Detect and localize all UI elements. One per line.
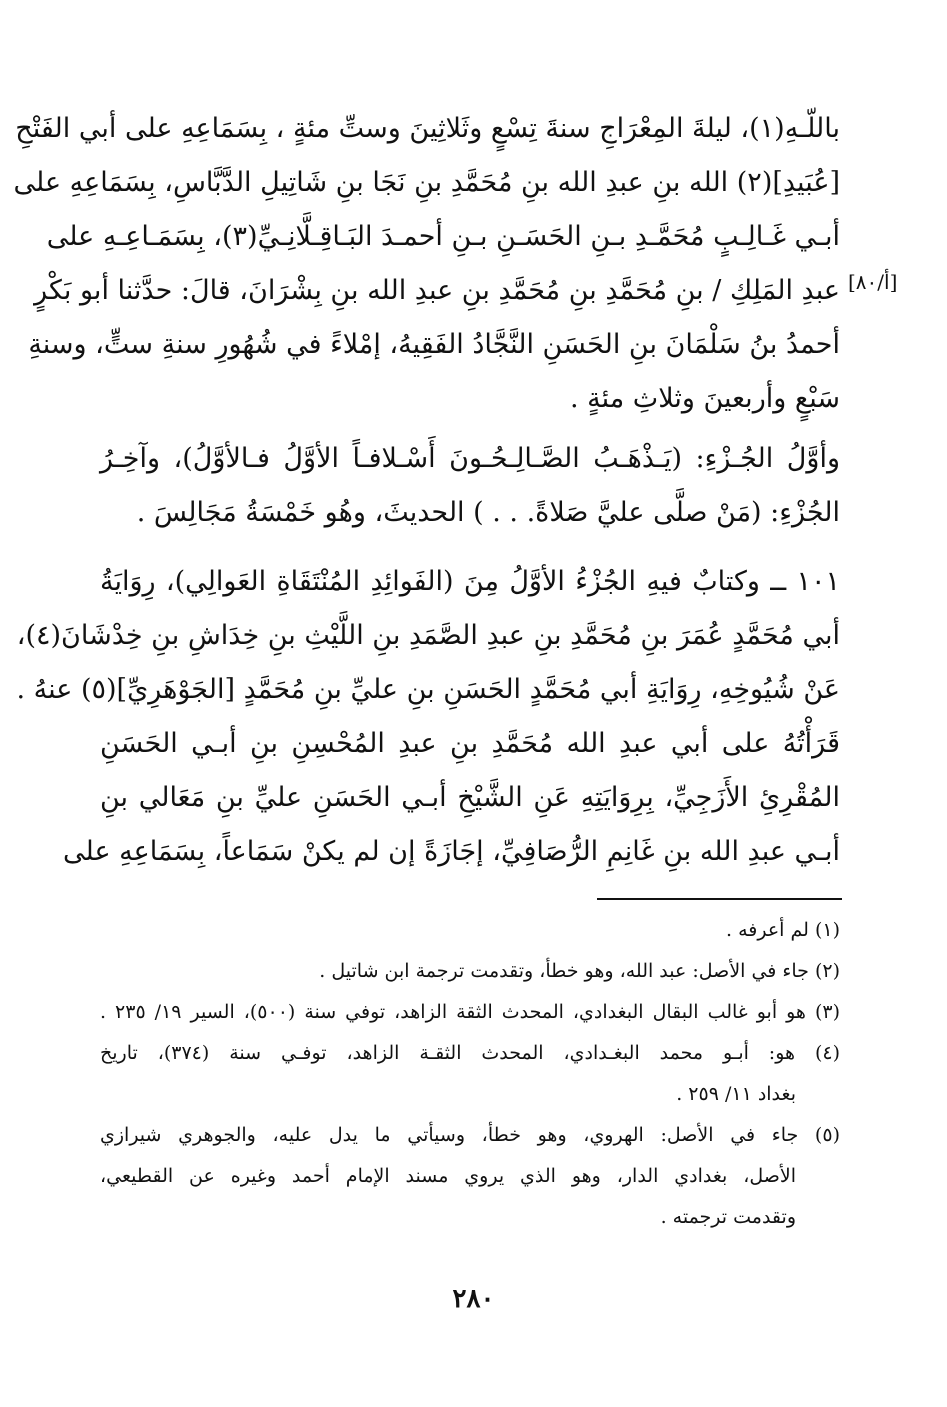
text-line: عبدِ المَلِكِ / بنِ مُحَمَّدِ بنِ مُحَمَّدِ بنِ عبدِ الله بنِ بِشْرَانَ، قالَ: حدَّثنا أبو بَكْرٍ	[34, 275, 840, 306]
footnote-1: (١) لم أعرفه .	[725, 919, 840, 941]
manuscript-folio-note: [۸۰/أ]	[848, 270, 898, 294]
text-line: ١٠١ ــ وكتابٌ فيهِ الجُزْءُ الأوَّلُ مِنَ (الفَوائِدِ المُنْتَقَاةِ العَوالِي)، رِوَايَةُ	[100, 566, 840, 597]
footnote-4-cont: بغداد ١١/ ٢٥٩ .	[676, 1083, 796, 1105]
footnote-4: (٤) هو: أبـو محمد البغـدادي، المحدث الثقـة الزاهد، توفـي سنة (٣٧٤)، تاريخ	[100, 1042, 840, 1064]
paragraph-4	[63, 717, 840, 879]
footnote-3: (٣) هو أبو غالب البقال البغدادي، المحدث الثقة الزاهد، توفي سنة (٥٠٠)، السير ١٩/ ٢٣٥ .	[100, 1001, 840, 1023]
footnote-5: (٥) جاء في الأصل: الهروي، وهو خطأ، وسيأتي ما يدل عليه، والجوهري شيرازي	[100, 1124, 840, 1146]
text-line: سَبْعٍ وأربعينَ وثلاثِ مئةٍ .	[569, 383, 840, 414]
page-number: ٢٨٠	[452, 1284, 495, 1314]
text-line: الجُزْءِ: (مَنْ صلَّى عليَّ صَلاةً. . . ) الحديثَ، وهُو خَمْسَةُ مَجَالِسَ .	[136, 497, 840, 528]
footnote-5-cont: وتقدمت ترجمته .	[660, 1206, 796, 1228]
text-line: أحمدُ بنُ سَلْمَانَ بنِ الحَسَنِ النَّجَّادُ الفَقِيهُ، إمْلاءً في شُهُورِ سنةِ ستٍّ، وسنةِ	[28, 329, 840, 360]
paragraph-2	[100, 432, 840, 540]
text-line: المُقْرِئِ الأَزَجِيِّ، بِرِوَايَتِهِ عَنِ الشَّيْخِ أبـي الحَسَنِ عليِّ بنِ مَعَالي بنِ	[100, 782, 840, 813]
footnotes	[100, 910, 840, 1238]
text-line: أبـي غَـالِـبٍ مُحَمَّـدِ بـنِ الحَسَـنِ بـنِ أحمـدَ البَـاقِـلَّانِـيِّ(٣)، بِسَمَـاعِـهِ على	[46, 221, 840, 252]
footnote-2: (٢) جاء في الأصل: عبد الله، وهو خطأ، وتقدمت ترجمة ابن شاتيل .	[319, 960, 840, 982]
text-line: أبي مُحَمَّدٍ عُمَرَ بنِ مُحَمَّدِ بنِ عبدِ الصَّمَدِ بنِ اللَّيْثِ بنِ خِدَاشِ بنِ خِدْشَانَ(٤)،	[16, 620, 840, 651]
text-line: [عُبَيدِ](٢) الله بنِ عبدِ الله بنِ مُحَمَّدِ بنِ نَجَا بنِ شَاتِيلِ الدَّبَّاسِ، بِسَمَاعِهِ على	[13, 167, 840, 198]
paragraph-3	[16, 555, 840, 717]
paragraph-1	[13, 102, 840, 426]
text-line: أبـي عبدِ الله بنِ غَانِمِ الرُّصَافِيِّ، إجَازَةً إن لم يكنْ سَمَاعاً، بِسَمَاعِهِ على	[63, 836, 840, 867]
text-line: باللّـهِ(١)، ليلةَ المِعْرَاجِ سنةَ تِسْعٍ وثَلاثِينَ وستِّ مئةٍ ، بِسَمَاعِهِ على أبي الفَتْحِ	[15, 113, 840, 144]
footnote-separator	[597, 898, 842, 900]
text-line: وأوَّلُ الجُـزْءِ: (يَـذْهَـبُ الصَّـالِـحُـونَ أَسْـلافـاً الأوَّلُ فـالأوَّلُ)، وآخِـرُ	[100, 443, 840, 474]
footnote-5-cont: الأصل، بغدادي الدار، وهو الذي يروي مسند الإمام أحمد وغيره عن القطيعي،	[100, 1165, 796, 1187]
text-line: عَنْ شُيُوخِهِ، رِوَايَةِ أبي مُحَمَّدٍ الحَسَنِ بنِ عليِّ بنِ مُحَمَّدٍ [الجَوْهَرِيِّ](٥) عنهُ .	[16, 674, 840, 705]
text-line: قَرَأْتُهُ على أبي عبدِ الله مُحَمَّدِ بنِ عبدِ المُحْسِنِ بنِ أبـي الحَسَنِ	[100, 728, 840, 759]
